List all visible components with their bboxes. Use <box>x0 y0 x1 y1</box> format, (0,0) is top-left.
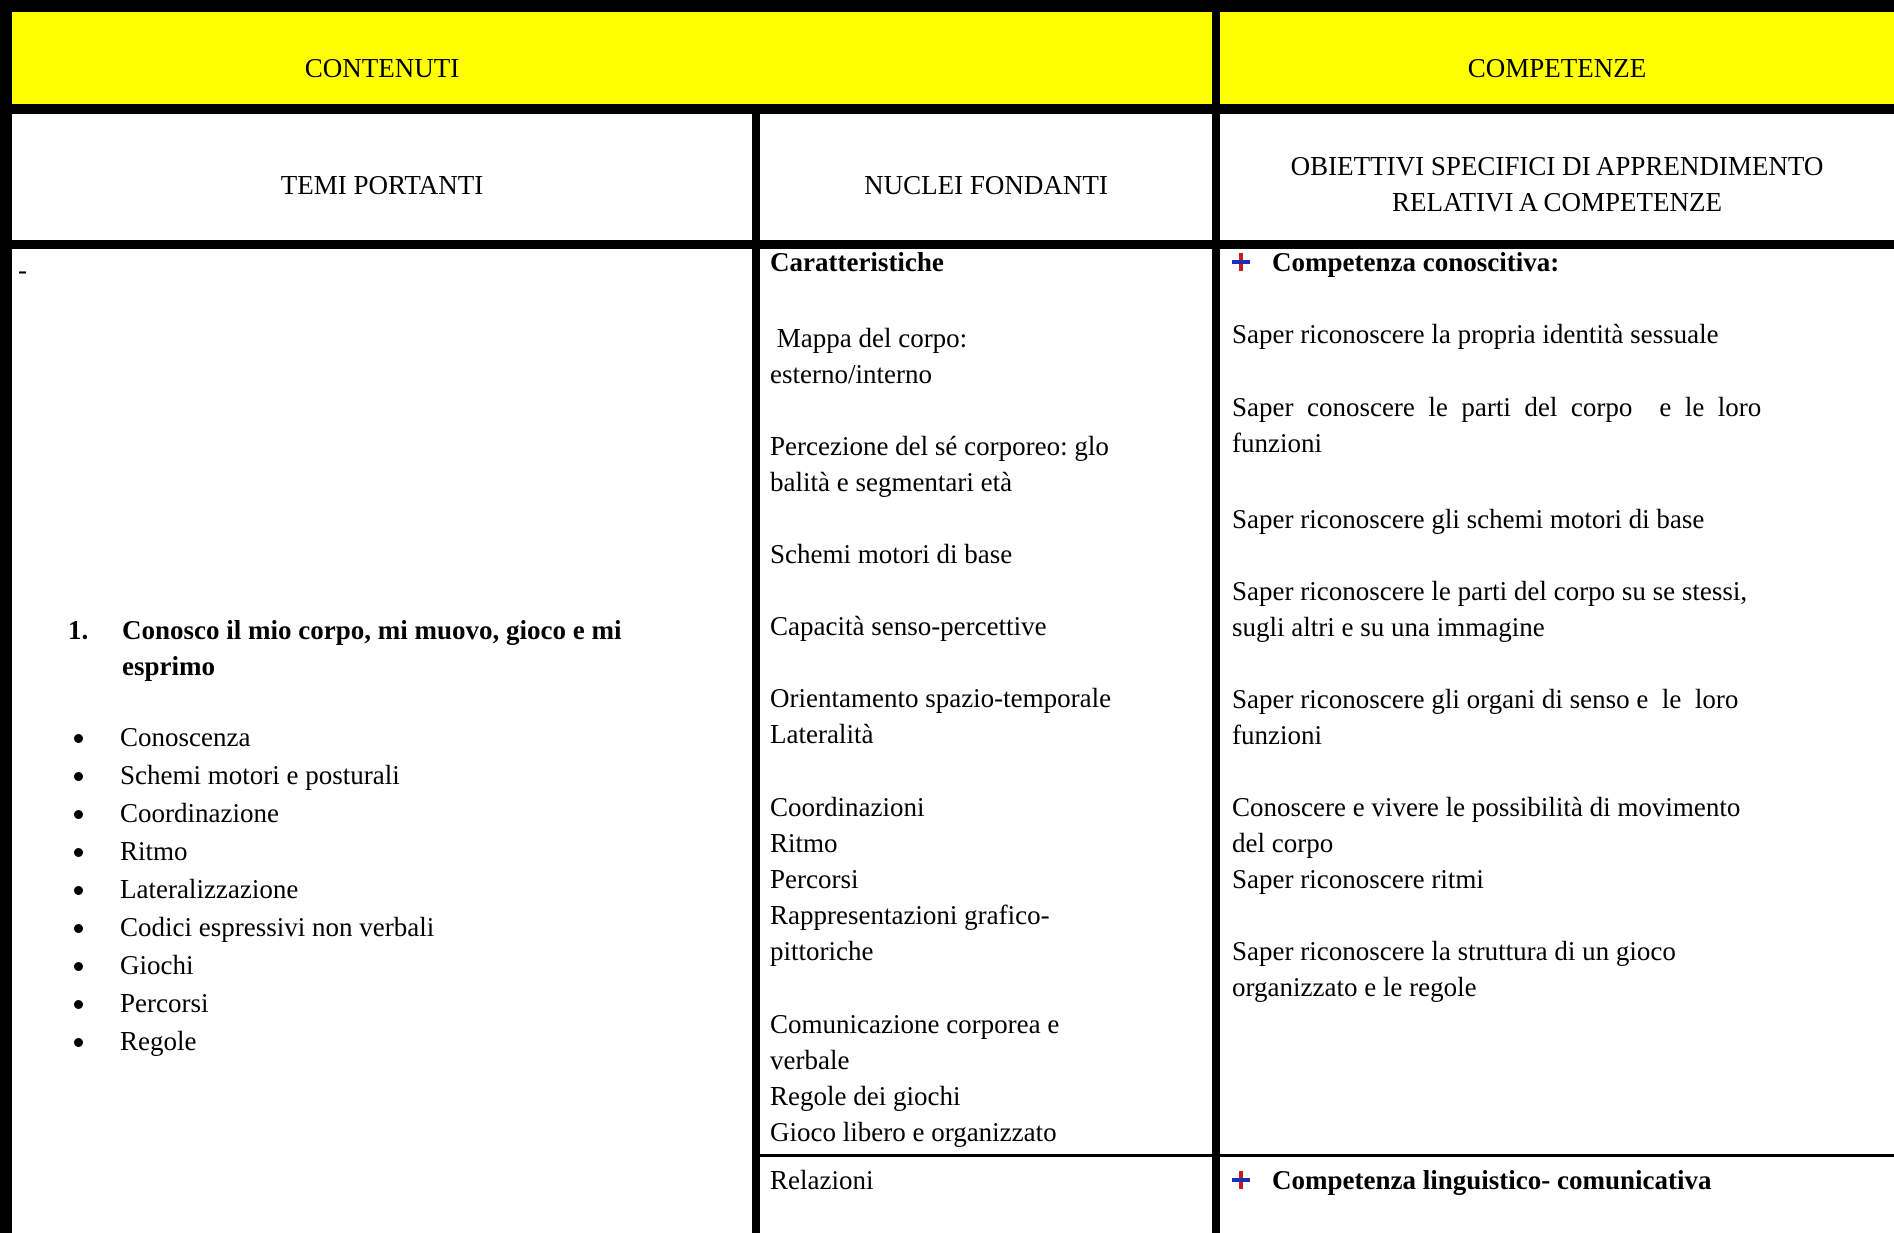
header-competenze: COMPETENZE <box>1467 53 1647 83</box>
nuclei-line: Gioco libero e organizzato <box>770 1117 1057 1147</box>
nuclei-line: Orientamento spazio-temporale <box>770 683 1112 713</box>
temi-main-number: 1. <box>68 615 89 645</box>
list-item: Conoscenza <box>0 718 740 756</box>
plus-icon <box>1232 253 1250 271</box>
bullet-icon <box>74 734 83 743</box>
list-item: Schemi motori e posturali <box>0 756 740 794</box>
nuclei-line: Mappa del corpo: <box>770 323 968 353</box>
list-item: Giochi <box>0 946 740 984</box>
nuclei-line: esterno/interno <box>770 359 932 389</box>
temi-dash: - <box>18 255 27 285</box>
nuclei-line: Percezione del sé corporeo: glo <box>770 431 1109 461</box>
list-item: Ritmo <box>0 832 740 870</box>
competenze-line: Conoscere e vivere le possibilità di movimento <box>1232 792 1741 822</box>
nuclei-line: Rappresentazioni grafico- <box>770 900 1050 930</box>
temi-main-title <box>122 612 742 684</box>
nuclei-line: Capacità senso-percettive <box>770 611 1047 641</box>
subheader-divider-bottom <box>0 240 1894 249</box>
bullet-icon <box>74 848 83 857</box>
competenze-line: Saper riconoscere gli organi di senso e le loro <box>1232 684 1739 714</box>
list-item: Codici espressivi non verbali <box>0 908 740 946</box>
nuclei-line: Lateralità <box>770 719 874 749</box>
nuclei-line: verbale <box>770 1045 850 1075</box>
nuclei-line: Comunicazione corporea e <box>770 1009 1060 1039</box>
competenze-line: Saper riconoscere la propria identità sessuale <box>1232 319 1719 349</box>
competenze-line: funzioni <box>1232 720 1322 750</box>
subheader-obiettivi-line2: RELATIVI A COMPETENZE <box>1392 187 1722 217</box>
bullet-icon <box>74 810 83 819</box>
header-contenuti: CONTENUTI <box>304 53 460 83</box>
nuclei-line: Coordinazioni <box>770 792 925 822</box>
bullet-icon <box>74 772 83 781</box>
list-item: Regole <box>0 1022 740 1060</box>
nuclei-relazioni: Relazioni <box>770 1165 874 1195</box>
temi-main-title-line1: Conosco il mio corpo, mi muovo, gioco e mi <box>122 615 622 645</box>
subheader-obiettivi <box>1220 148 1894 220</box>
nuclei-line: Schemi motori di base <box>770 539 1013 569</box>
list-item: Lateralizzazione <box>0 870 740 908</box>
plus-icon <box>1232 1171 1250 1189</box>
competenza-linguistica-title: Competenza linguistico- comunicativa <box>1232 1162 1711 1198</box>
competenze-line: Saper riconoscere ritmi <box>1232 864 1484 894</box>
competenze-line: del corpo <box>1232 828 1334 858</box>
header-divider-bottom <box>0 104 1894 114</box>
competenze-line: Saper conoscere le parti del corpo e le loro <box>1232 392 1762 422</box>
temi-bullet-list <box>0 718 740 1060</box>
nuclei-heading: Caratteristiche <box>770 247 944 277</box>
nuclei-line: pittoriche <box>770 936 874 966</box>
bullet-icon <box>74 886 83 895</box>
bullet-icon <box>74 962 83 971</box>
bullet-icon <box>74 1038 83 1047</box>
bullet-icon <box>74 1000 83 1009</box>
relazioni-row-divider <box>760 1154 1894 1157</box>
subheader-obiettivi-line1: OBIETTIVI SPECIFICI DI APPRENDIMENTO <box>1290 151 1824 181</box>
competenza-conoscitiva-title: Competenza conoscitiva: <box>1232 244 1559 280</box>
column-divider-competenze <box>1212 0 1220 1233</box>
nuclei-line: balità e segmentari età <box>770 467 1013 497</box>
competenze-line: organizzato e le regole <box>1232 972 1477 1002</box>
competenze-line: Saper riconoscere la struttura di un gioco <box>1232 936 1676 966</box>
nuclei-line: Ritmo <box>770 828 838 858</box>
subheader-nuclei-fondanti: NUCLEI FONDANTI <box>864 170 1108 200</box>
nuclei-line: Percorsi <box>770 864 859 894</box>
bullet-icon <box>74 924 83 933</box>
competenze-line: funzioni <box>1232 428 1322 458</box>
competenze-line: sugli altri e su una immagine <box>1232 612 1545 642</box>
nuclei-line: Regole dei giochi <box>770 1081 961 1111</box>
subheader-temi-portanti: TEMI PORTANTI <box>280 170 484 200</box>
competenze-line: Saper riconoscere gli schemi motori di base <box>1232 504 1705 534</box>
table-border-top <box>0 0 1894 12</box>
list-item: Percorsi <box>0 984 740 1022</box>
column-divider-nuclei <box>752 114 760 1233</box>
temi-main-title-line2: esprimo <box>122 651 215 681</box>
competenze-line: Saper riconoscere le parti del corpo su se stessi, <box>1232 576 1748 606</box>
list-item: Coordinazione <box>0 794 740 832</box>
